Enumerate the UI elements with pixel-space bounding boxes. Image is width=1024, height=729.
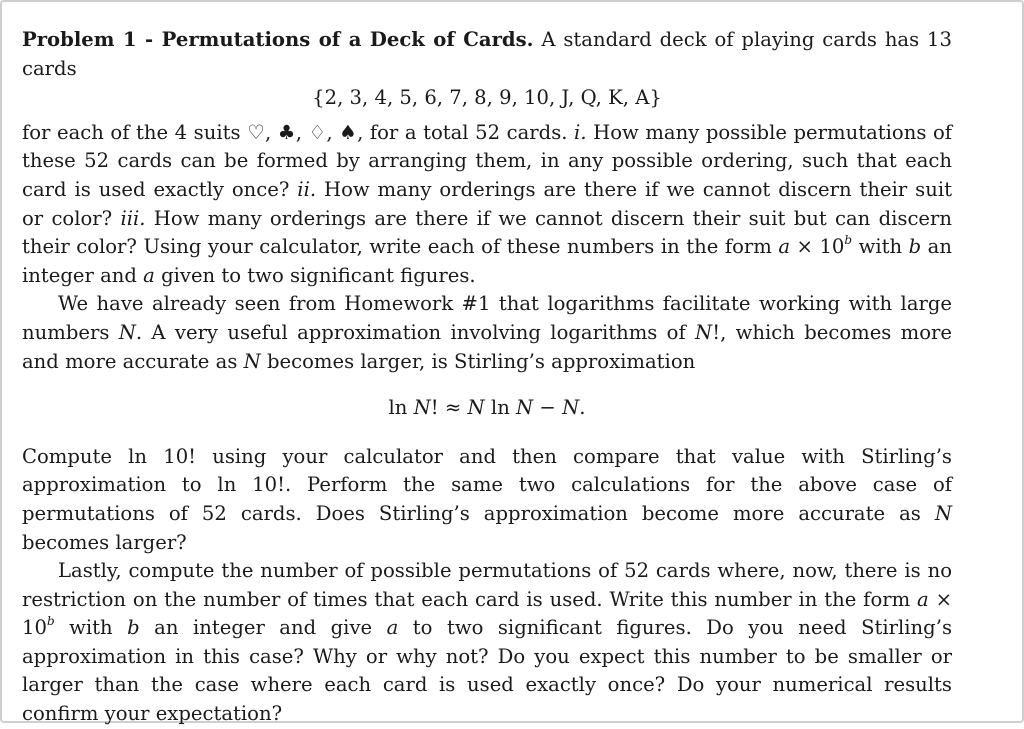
- problem-text: [22, 26, 952, 729]
- eq-rhs-N2: N: [516, 396, 534, 420]
- question-i-label: i.: [574, 120, 587, 144]
- eq-rhs-N1: N: [467, 396, 485, 420]
- eq-rhs-end: .: [579, 396, 586, 420]
- form-a: a: [778, 235, 791, 259]
- form-times: × 10: [790, 235, 845, 259]
- para4-a: a: [917, 587, 929, 611]
- form-end: given to two significant figures.: [154, 263, 476, 287]
- suit-symbols: ♡, ♣, ♢, ♠: [247, 120, 358, 144]
- para2-text2: . A very useful approximation involving logarithms of: [135, 320, 696, 344]
- form-with: with: [852, 235, 909, 259]
- para4-a2: a: [386, 616, 399, 640]
- para2-N2: N: [695, 320, 713, 344]
- para4-b: b: [127, 616, 140, 640]
- para3-N: N: [934, 501, 952, 525]
- eq-rhs-N3: N: [562, 396, 580, 420]
- form-b: b: [908, 235, 922, 259]
- para3-text2: becomes larger?: [22, 530, 187, 554]
- eq-lhs-factorial: ! ≈: [430, 396, 468, 420]
- para3-text1: Compute ln 10! using your calculator and then compare that value with Stirling’s approximation to ln 10!. Perform the same two calculations for the above case of permutations of 52 cards. Does Stirling’s approximation become more accurate as: [22, 444, 952, 525]
- question-iii-label: iii.: [120, 206, 146, 230]
- para2-N3: N: [243, 349, 261, 373]
- para2-text1: We have already seen from Homework #1 that logarithms facilitate working with large numbers: [22, 292, 952, 344]
- eq-rhs-minus: −: [533, 396, 563, 420]
- para4-text1: Lastly, compute the number of possible permutations of 52 cards where, now, there is no restriction on the number of times that each card is used. Write this number in the form: [22, 559, 952, 611]
- para4-times: × 10: [22, 587, 952, 640]
- intro-text: A standard deck of playing cards has 13 cards: [22, 28, 952, 80]
- stirling-intro-paragraph: [22, 290, 952, 376]
- para2-text3: !, which becomes more and more accurate as: [22, 320, 953, 373]
- suits-after: , for a total 52 cards.: [357, 120, 575, 144]
- form-b-exponent: b: [844, 232, 853, 247]
- question-iii-text: How many orderings are there if we cannot discern their suit but can discern their color? Using your calculator, write each of these numbers in the form: [22, 206, 953, 259]
- lastly-paragraph: [22, 557, 952, 729]
- question-i-text: How many possible permutations of these 52 cards can be formed by arranging them, in any possible ordering, such that each card is used exactly once?: [22, 120, 952, 201]
- para4-text3: to two significant figures. Do you need Stirling’s approximation in this case? Why or why not? Do you expect this number to be smaller or larger than the case where each card is used exactly once? Do your numerical results confirm your expectation?: [22, 616, 952, 726]
- compute-paragraph: [22, 443, 952, 557]
- form-a2: a: [143, 263, 155, 287]
- eq-lhs-ln: ln: [388, 396, 414, 420]
- para4-b-exponent: b: [46, 613, 55, 628]
- problem-questions: [22, 119, 952, 291]
- eq-rhs-ln: ln: [484, 396, 517, 420]
- card-set: {2, 3, 4, 5, 6, 7, 8, 9, 10, J, Q, K, A}: [312, 86, 662, 110]
- para4-text2: an integer and give: [139, 616, 387, 640]
- eq-lhs-N: N: [413, 396, 431, 420]
- card-set-display: [22, 84, 952, 113]
- para2-text4: becomes larger, is Stirling’s approximation: [260, 349, 696, 373]
- question-ii-text: How many orderings are there if we cannot discern their suit or color?: [22, 177, 953, 230]
- problem-heading: Problem 1 - Permutations of a Deck of Cards.: [22, 28, 534, 51]
- form-rest: an integer and: [22, 235, 952, 287]
- suits-intro: for each of the 4 suits: [22, 120, 248, 144]
- para4-with: with: [54, 616, 128, 640]
- stirling-equation: [22, 394, 952, 423]
- question-ii-label: ii.: [297, 177, 317, 201]
- problem-intro: [22, 26, 952, 83]
- para2-N1: N: [118, 320, 136, 344]
